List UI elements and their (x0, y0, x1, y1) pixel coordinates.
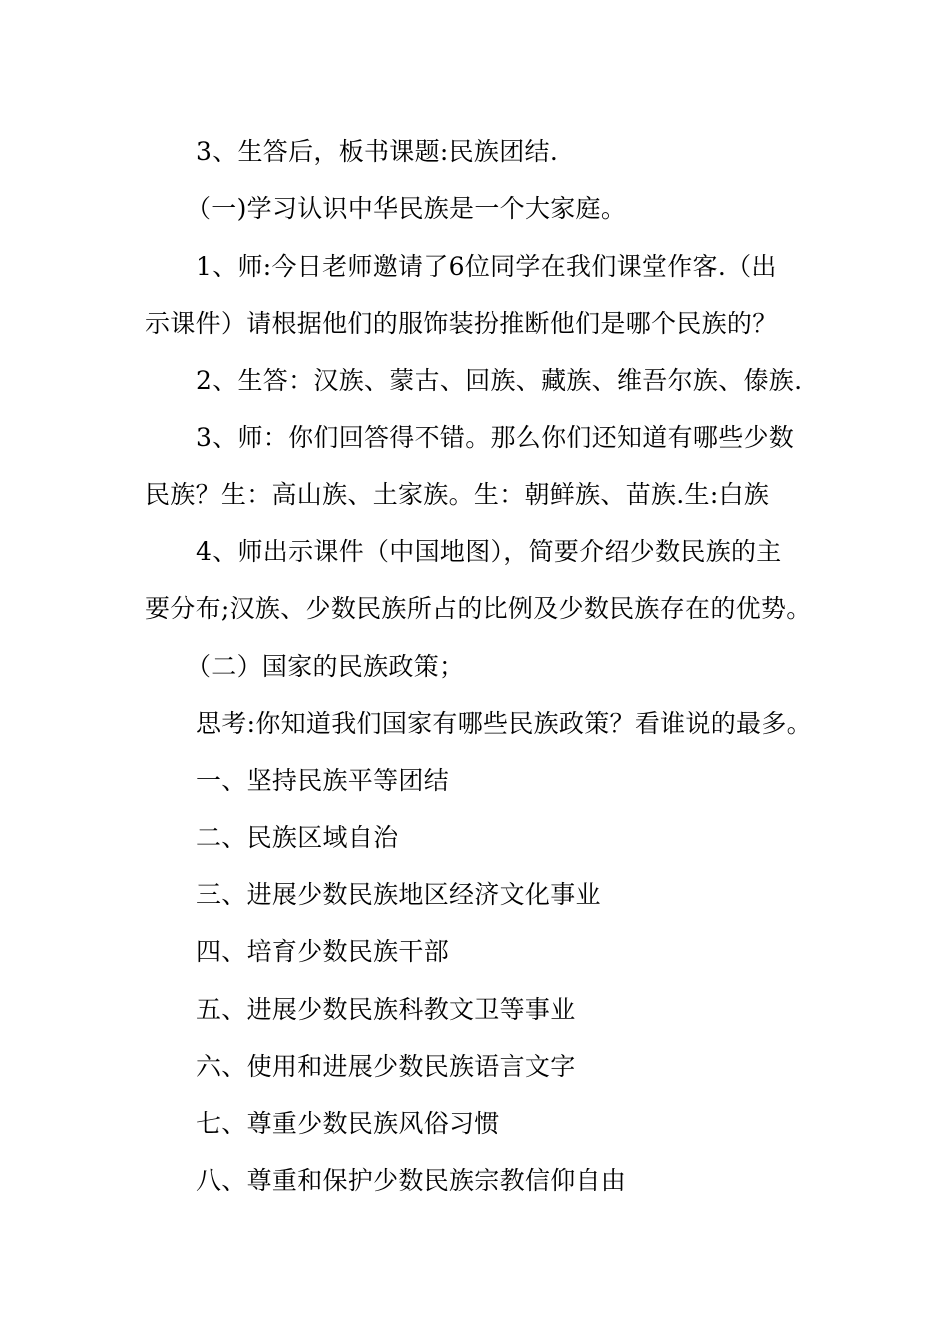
list-item: 二、民族区域自治 (196, 823, 399, 852)
list-item: 三、进展少数民族地区经济文化事业 (196, 880, 601, 909)
text-line: 民族？生：高山族、土家族。生：朝鲜族、苗族.生:白族 (145, 480, 770, 509)
list-item: 四、培育少数民族干部 (196, 937, 450, 966)
text-line: 3、师：你们回答得不错。那么你们还知道有哪些少数 (196, 423, 795, 452)
text-line: 3、生答后，板书课题:民族团结. (196, 137, 559, 166)
text-line: 2、生答：汉族、蒙古、回族、藏族、维吾尔族、傣族. (196, 366, 803, 395)
text-line: 1、师:今日老师邀请了6位同学在我们课堂作客.（出 (196, 252, 777, 281)
list-item: 五、进展少数民族科教文卫等事业 (196, 995, 576, 1024)
list-item: 八、尊重和保护少数民族宗教信仰自由 (196, 1166, 627, 1195)
list-item: 一、坚持民族平等团结 (196, 766, 450, 795)
text-line: 思考:你知道我们国家有哪些民族政策？看谁说的最多。 (196, 709, 812, 738)
section-heading: （一)学习认识中华民族是一个大家庭。 (186, 194, 627, 223)
section-heading: （二）国家的民族政策； (186, 652, 465, 681)
list-item: 六、使用和进展少数民族语言文字 (196, 1052, 576, 1081)
list-item: 七、尊重少数民族风俗习惯 (196, 1109, 500, 1138)
text-line: 要分布;汉族、少数民族所占的比例及少数民族存在的优势。 (145, 594, 812, 623)
text-line: 4、师出示课件（中国地图），简要介绍少数民族的主 (196, 537, 782, 566)
text-line: 示课件）请根据他们的服饰装扮推断他们是哪个民族的？ (145, 309, 778, 338)
